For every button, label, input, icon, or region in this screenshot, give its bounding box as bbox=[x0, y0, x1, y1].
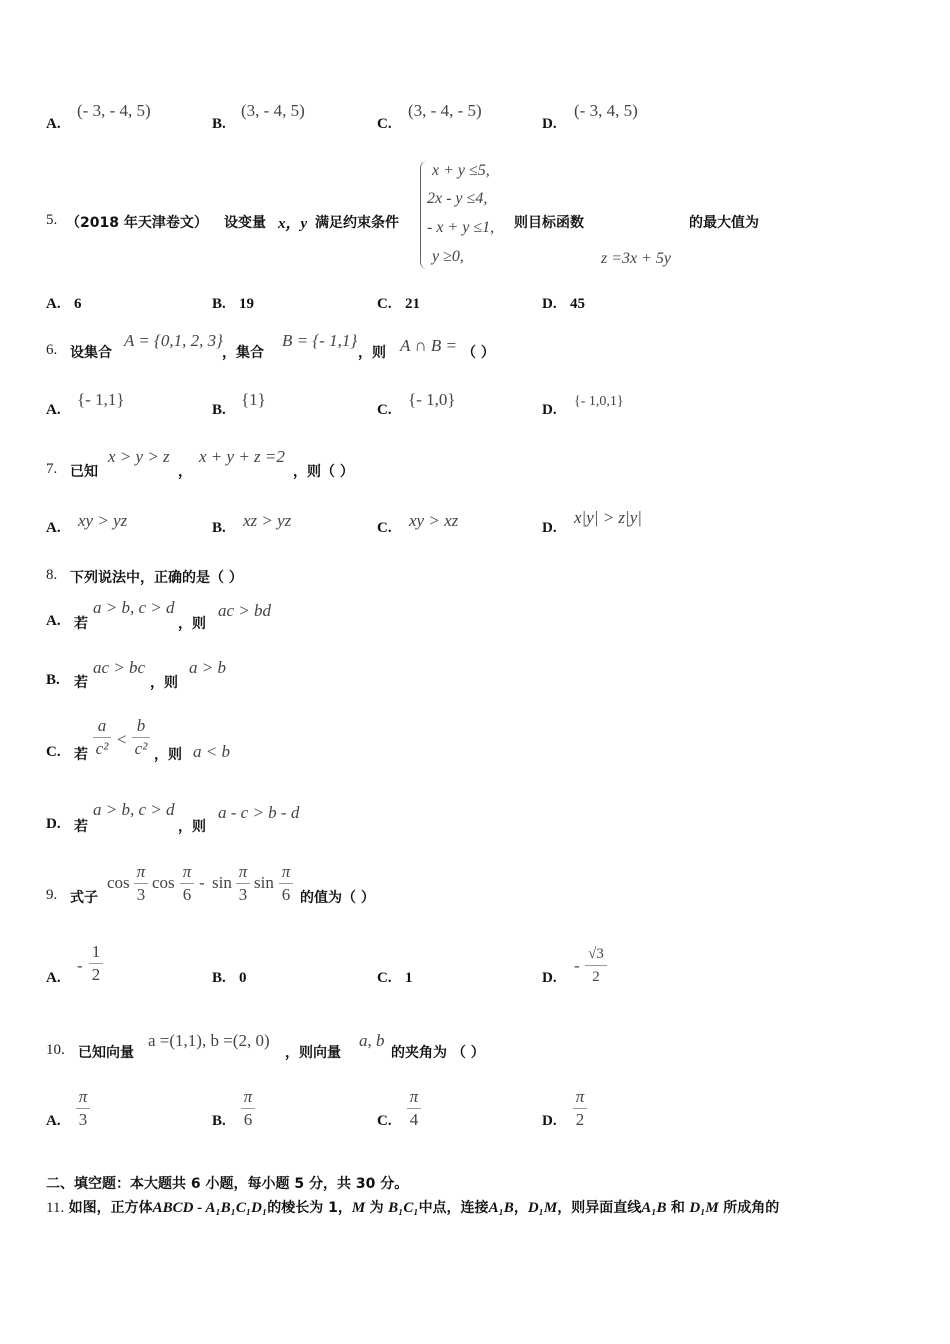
q11-number: 11. bbox=[46, 1200, 65, 1216]
q5-option-b-label: B. bbox=[212, 296, 226, 312]
q9-fraction-2 bbox=[180, 862, 194, 905]
q8-option-d-if: 若 bbox=[74, 819, 88, 835]
q10-option-c-fraction bbox=[407, 1087, 421, 1130]
q6-stem-c: ，则 bbox=[358, 345, 386, 361]
q4-option-c-label: C. bbox=[377, 116, 392, 132]
pi-symbol: π bbox=[409, 1087, 419, 1106]
section-2-heading: 二、填空题：本大题共 6 小题，每小题 5 分，共 30 分。 bbox=[46, 1176, 409, 1192]
q9-fraction-3 bbox=[236, 862, 250, 905]
q9-stem-a: 式子 bbox=[70, 890, 98, 906]
q11-text-6: ，则异面直线 bbox=[557, 1200, 642, 1216]
fraction-numerator: a bbox=[97, 716, 107, 735]
q5-source: （2018 年天津卷文） bbox=[66, 215, 208, 231]
q7-number: 7. bbox=[46, 461, 58, 477]
q5-stem-c: 则目标函数 bbox=[514, 215, 584, 231]
q8-option-a-cond: a > b, c > d bbox=[93, 598, 175, 617]
q8-stem: 下列说法中，正确的是（ ） bbox=[70, 570, 243, 586]
q11-text-3: 为 bbox=[369, 1200, 384, 1216]
q11-a1b: A₁B bbox=[488, 1200, 514, 1216]
q7-option-a-value: xy > yz bbox=[78, 511, 128, 530]
pi-symbol: π bbox=[238, 862, 248, 881]
q9-option-a-sign: - bbox=[77, 956, 83, 975]
q8-option-c-if: 若 bbox=[74, 747, 88, 763]
question-11 bbox=[46, 1197, 779, 1217]
q5-option-d-value: 45 bbox=[570, 296, 585, 312]
fraction-denominator: 3 bbox=[238, 885, 248, 904]
q4-option-c-value: (3, - 4, - 5) bbox=[408, 101, 482, 120]
q8-option-a-label: A. bbox=[46, 613, 61, 629]
q11-cube: ABCD - A₁B₁C₁D₁ bbox=[152, 1200, 268, 1216]
q6-expression: A ∩ B = bbox=[400, 336, 457, 355]
q9-stem-b: 的值为（ ） bbox=[300, 890, 375, 906]
q10-option-a-fraction bbox=[76, 1087, 90, 1130]
q8-option-a-then: ，则 bbox=[178, 616, 206, 632]
q5-stem-a: 设变量 bbox=[224, 215, 266, 231]
pi-symbol: π bbox=[575, 1087, 585, 1106]
q6-stem-a: 设集合 bbox=[70, 345, 112, 361]
q10-stem-a: 已知向量 bbox=[78, 1045, 134, 1061]
pi-symbol: π bbox=[243, 1087, 253, 1106]
q8-option-c-fraction-left bbox=[93, 716, 111, 759]
q9-option-c-label: C. bbox=[377, 970, 392, 986]
q7-stem-b: ，则（ ） bbox=[293, 464, 354, 480]
fraction-denominator: 2 bbox=[91, 965, 101, 984]
fraction-denominator: 3 bbox=[78, 1110, 88, 1129]
q6-option-b-label: B. bbox=[212, 402, 226, 418]
q9-sin-1: sin bbox=[212, 873, 232, 892]
q8-option-d-then: ，则 bbox=[178, 819, 206, 835]
q10-option-d-label: D. bbox=[542, 1113, 557, 1129]
fraction-denominator: 6 bbox=[182, 885, 192, 904]
q11-d1m-2: D₁M bbox=[689, 1200, 719, 1216]
fraction-numerator: √3 bbox=[588, 946, 604, 962]
q5-stem-d: 的最大值为 bbox=[689, 215, 759, 231]
q11-text-7: 和 bbox=[670, 1200, 685, 1216]
q6-option-d-value: {- 1,0,1} bbox=[574, 394, 624, 409]
q7-option-d-value: x|y| > z|y| bbox=[574, 508, 642, 527]
q4-option-b-label: B. bbox=[212, 116, 226, 132]
q5-constraint-1: x + y ≤5, bbox=[432, 162, 490, 179]
q7-option-b-label: B. bbox=[212, 520, 226, 536]
q6-set-a: A = {0,1, 2, 3} bbox=[124, 331, 223, 350]
q4-option-d-value: (- 3, 4, 5) bbox=[574, 101, 638, 120]
fraction-denominator: c² bbox=[134, 739, 148, 758]
q5-constraint-2: 2x - y ≤4, bbox=[427, 190, 488, 207]
q11-text-1: 如图，正方体 bbox=[68, 1200, 153, 1216]
fraction-denominator: c² bbox=[95, 739, 109, 758]
q7-option-d-label: D. bbox=[542, 520, 557, 536]
q4-option-a-label: A. bbox=[46, 116, 61, 132]
q4-option-a-value: (- 3, - 4, 5) bbox=[77, 101, 151, 120]
q6-paren: （ ） bbox=[462, 345, 495, 361]
q7-option-c-label: C. bbox=[377, 520, 392, 536]
q11-b1c1: B₁C₁ bbox=[388, 1200, 419, 1216]
q10-vectors: a =(1,1), b =(2, 0) bbox=[148, 1031, 270, 1050]
q7-comma: ， bbox=[178, 464, 192, 480]
q9-option-d-sign: - bbox=[574, 956, 580, 975]
q9-cos-2: cos bbox=[152, 873, 175, 892]
q8-option-c-op: < bbox=[117, 730, 127, 749]
q8-option-b-cond: ac > bc bbox=[93, 658, 146, 677]
q11-text-8: 所成角的 bbox=[723, 1200, 780, 1216]
q9-fraction-4 bbox=[279, 862, 293, 905]
fraction-denominator: 3 bbox=[136, 885, 146, 904]
q10-option-b-fraction bbox=[241, 1087, 255, 1130]
q9-option-c-value: 1 bbox=[405, 970, 413, 986]
q9-option-a-fraction bbox=[89, 942, 103, 985]
q5-stem-b: 满足约束条件 bbox=[315, 215, 399, 231]
q6-option-d-label: D. bbox=[542, 402, 557, 418]
q10-vars: a, b bbox=[359, 1031, 385, 1050]
fraction-numerator: 1 bbox=[91, 942, 101, 961]
q11-text-5: ， bbox=[513, 1200, 528, 1216]
q9-option-b-value: 0 bbox=[239, 970, 247, 986]
q5-objective: z =3x + 5y bbox=[601, 250, 672, 267]
q8-option-a-if: 若 bbox=[74, 616, 88, 632]
fraction-denominator: 2 bbox=[592, 969, 600, 985]
q6-option-c-label: C. bbox=[377, 402, 392, 418]
fraction-numerator: b bbox=[136, 716, 146, 735]
q7-option-c-value: xy > xz bbox=[409, 511, 459, 530]
q5-option-b-value: 19 bbox=[239, 296, 254, 312]
fraction-denominator: 4 bbox=[409, 1110, 419, 1129]
pi-symbol: π bbox=[78, 1087, 88, 1106]
q9-minus: - bbox=[199, 873, 205, 892]
q6-stem-b: ，集合 bbox=[222, 345, 264, 361]
q5-constraint-4: y ≥0, bbox=[432, 248, 464, 265]
q5-option-a-label: A. bbox=[46, 296, 61, 312]
q5-vars: x，y bbox=[278, 216, 308, 232]
pi-symbol: π bbox=[136, 862, 146, 881]
q6-option-b-value: {1} bbox=[241, 390, 266, 409]
q9-sin-2: sin bbox=[254, 873, 274, 892]
q10-number: 10. bbox=[46, 1042, 65, 1058]
q8-option-d-label: D. bbox=[46, 816, 61, 832]
pi-symbol: π bbox=[281, 862, 291, 881]
q5-option-d-label: D. bbox=[542, 296, 557, 312]
q8-option-b-if: 若 bbox=[74, 675, 88, 691]
q9-option-a-label: A. bbox=[46, 970, 61, 986]
q5-constraint-3: - x + y ≤1, bbox=[427, 219, 495, 236]
q9-cos-1: cos bbox=[107, 873, 130, 892]
fraction-denominator: 6 bbox=[281, 885, 291, 904]
q11-a1b-2: A₁B bbox=[641, 1200, 667, 1216]
q8-option-d-result: a - c > b - d bbox=[218, 803, 300, 822]
q8-option-c-then: ，则 bbox=[154, 747, 182, 763]
q9-option-d-label: D. bbox=[542, 970, 557, 986]
q8-option-a-result: ac > bd bbox=[218, 601, 272, 620]
q4-option-d-label: D. bbox=[542, 116, 557, 132]
q11-d1m: D₁M bbox=[527, 1200, 558, 1216]
q6-number: 6. bbox=[46, 342, 58, 358]
q11-text-2: 的棱长为 1， bbox=[267, 1200, 352, 1216]
q10-stem-b: ，则向量 bbox=[285, 1045, 341, 1061]
q8-option-c-fraction-right bbox=[132, 716, 150, 759]
q6-option-c-value: {- 1,0} bbox=[408, 390, 456, 409]
q4-option-b-value: (3, - 4, 5) bbox=[241, 101, 305, 120]
q5-option-c-value: 21 bbox=[405, 296, 420, 312]
q7-condition-2: x + y + z =2 bbox=[199, 447, 285, 466]
q8-option-c-label: C. bbox=[46, 744, 61, 760]
q9-number: 9. bbox=[46, 887, 58, 903]
q11-m: M bbox=[351, 1200, 366, 1216]
q8-option-b-result: a > b bbox=[189, 658, 226, 677]
fraction-denominator: 6 bbox=[243, 1110, 253, 1129]
q7-option-a-label: A. bbox=[46, 520, 61, 536]
q6-option-a-value: {- 1,1} bbox=[77, 390, 125, 409]
q10-option-d-fraction bbox=[573, 1087, 587, 1130]
q7-condition-1: x > y > z bbox=[108, 447, 170, 466]
q5-option-c-label: C. bbox=[377, 296, 392, 312]
q8-option-d-cond: a > b, c > d bbox=[93, 800, 175, 819]
q8-number: 8. bbox=[46, 567, 58, 583]
q10-option-b-label: B. bbox=[212, 1113, 226, 1129]
q9-option-b-label: B. bbox=[212, 970, 226, 986]
q7-option-b-value: xz > yz bbox=[243, 511, 292, 530]
q6-option-a-label: A. bbox=[46, 402, 61, 418]
q10-option-a-label: A. bbox=[46, 1113, 61, 1129]
q7-stem-a: 已知 bbox=[70, 464, 98, 480]
q11-text-4: 中点，连接 bbox=[418, 1200, 489, 1216]
q10-stem-c: 的夹角为 （ ） bbox=[391, 1045, 485, 1061]
q9-fraction-1 bbox=[134, 862, 148, 905]
q8-option-b-label: B. bbox=[46, 672, 60, 688]
q5-option-a-value: 6 bbox=[74, 296, 82, 312]
q8-option-c-result: a < b bbox=[193, 742, 230, 761]
fraction-denominator: 2 bbox=[575, 1110, 585, 1129]
q5-number: 5. bbox=[46, 212, 58, 228]
q9-option-d-fraction bbox=[585, 944, 607, 987]
pi-symbol: π bbox=[182, 862, 192, 881]
q10-option-c-label: C. bbox=[377, 1113, 392, 1129]
q8-option-b-then: ，则 bbox=[150, 675, 178, 691]
q5-constraint-brace bbox=[420, 161, 427, 269]
q6-set-b: B = {- 1,1} bbox=[282, 331, 358, 350]
